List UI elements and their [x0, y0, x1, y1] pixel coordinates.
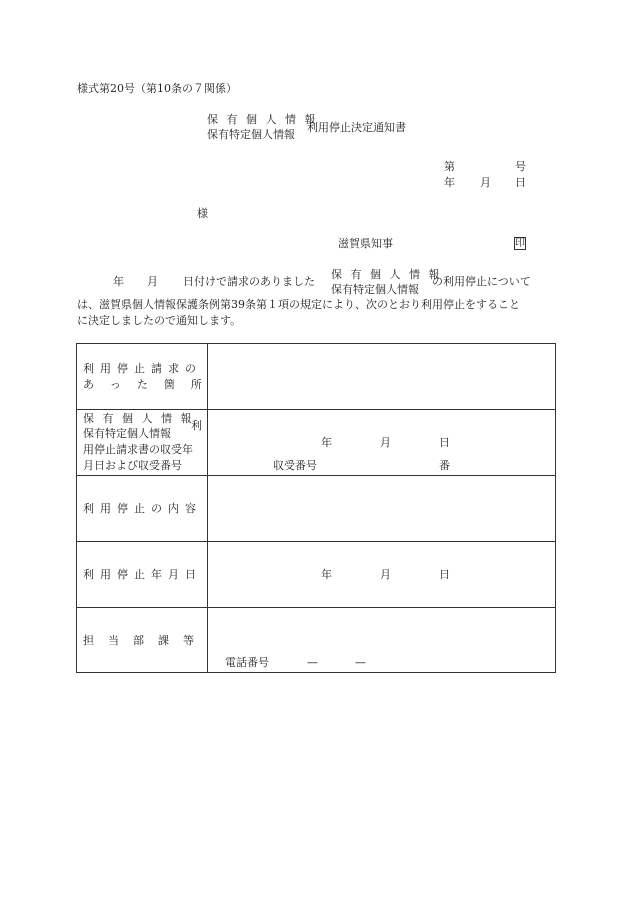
body-dated-text: 日付けで請求のありました [183, 275, 315, 288]
row4-month: 月 [380, 568, 391, 581]
receipt-number-suffix: 番 [439, 459, 450, 472]
row4-year: 年 [321, 568, 332, 581]
body-line2: は、滋賀県個人情報保護条例第39条第１項の規定により、次のとおり利用停止をすること [77, 298, 520, 311]
doc-number-prefix: 第 [444, 160, 455, 173]
row2-label-line3: 用停止請求書の収受年 [83, 443, 193, 456]
row2-label-side: 利 [191, 419, 202, 432]
date-year: 年 [444, 176, 455, 189]
title-specific-info: 保有特定個人情報 [207, 128, 295, 141]
phone-dash-2: — [355, 656, 366, 669]
issuer-name: 滋賀県知事 [338, 237, 393, 250]
row2-month: 月 [380, 436, 391, 449]
row2-label-line4: 月日および収受番号 [83, 459, 182, 472]
phone-dash-1: — [307, 656, 318, 669]
row2-label-personal: 保 有 個 人 情 報 [83, 412, 194, 425]
body-line1-tail: の利用停止について [432, 275, 531, 288]
row4-day: 日 [439, 568, 450, 581]
date-month: 月 [480, 176, 491, 189]
addressee-suffix: 様 [197, 207, 208, 220]
title-suffix: 利用停止決定通知書 [307, 121, 406, 134]
form-number: 様式第20号（第10条の７関係） [77, 82, 237, 95]
title-personal-info: 保 有 個 人 情 報 [207, 113, 318, 126]
row1-label-line2: あった箇所 [83, 378, 218, 391]
receipt-number-label: 収受番号 [273, 459, 317, 472]
body-personal-info: 保 有 個 人 情 報 [331, 268, 442, 281]
row1-label-line1: 利用停止請求の [83, 362, 202, 375]
table-row-divider [77, 541, 555, 542]
body-year: 年 [113, 275, 124, 288]
table-row-divider [77, 409, 555, 410]
row2-day: 日 [439, 436, 450, 449]
row2-label-specific: 保有特定個人情報 [83, 427, 171, 440]
row5-label: 担当部課等 [83, 634, 208, 647]
body-specific-info: 保有特定個人情報 [331, 283, 419, 296]
table-row-divider [77, 475, 555, 476]
table-row-divider [77, 607, 555, 608]
row4-label: 利用停止年月日 [83, 568, 202, 581]
table-column-divider [207, 344, 208, 672]
doc-number-suffix: 号 [515, 160, 526, 173]
phone-label: 電話番号 [225, 656, 269, 669]
body-month: 月 [147, 275, 158, 288]
row3-label: 利用停止の内容 [83, 502, 202, 515]
seal-mark: 印 [515, 238, 525, 249]
body-line3: に決定しましたので通知します。 [77, 314, 242, 327]
notice-table [76, 343, 556, 673]
date-day: 日 [515, 176, 526, 189]
row2-year: 年 [321, 436, 332, 449]
